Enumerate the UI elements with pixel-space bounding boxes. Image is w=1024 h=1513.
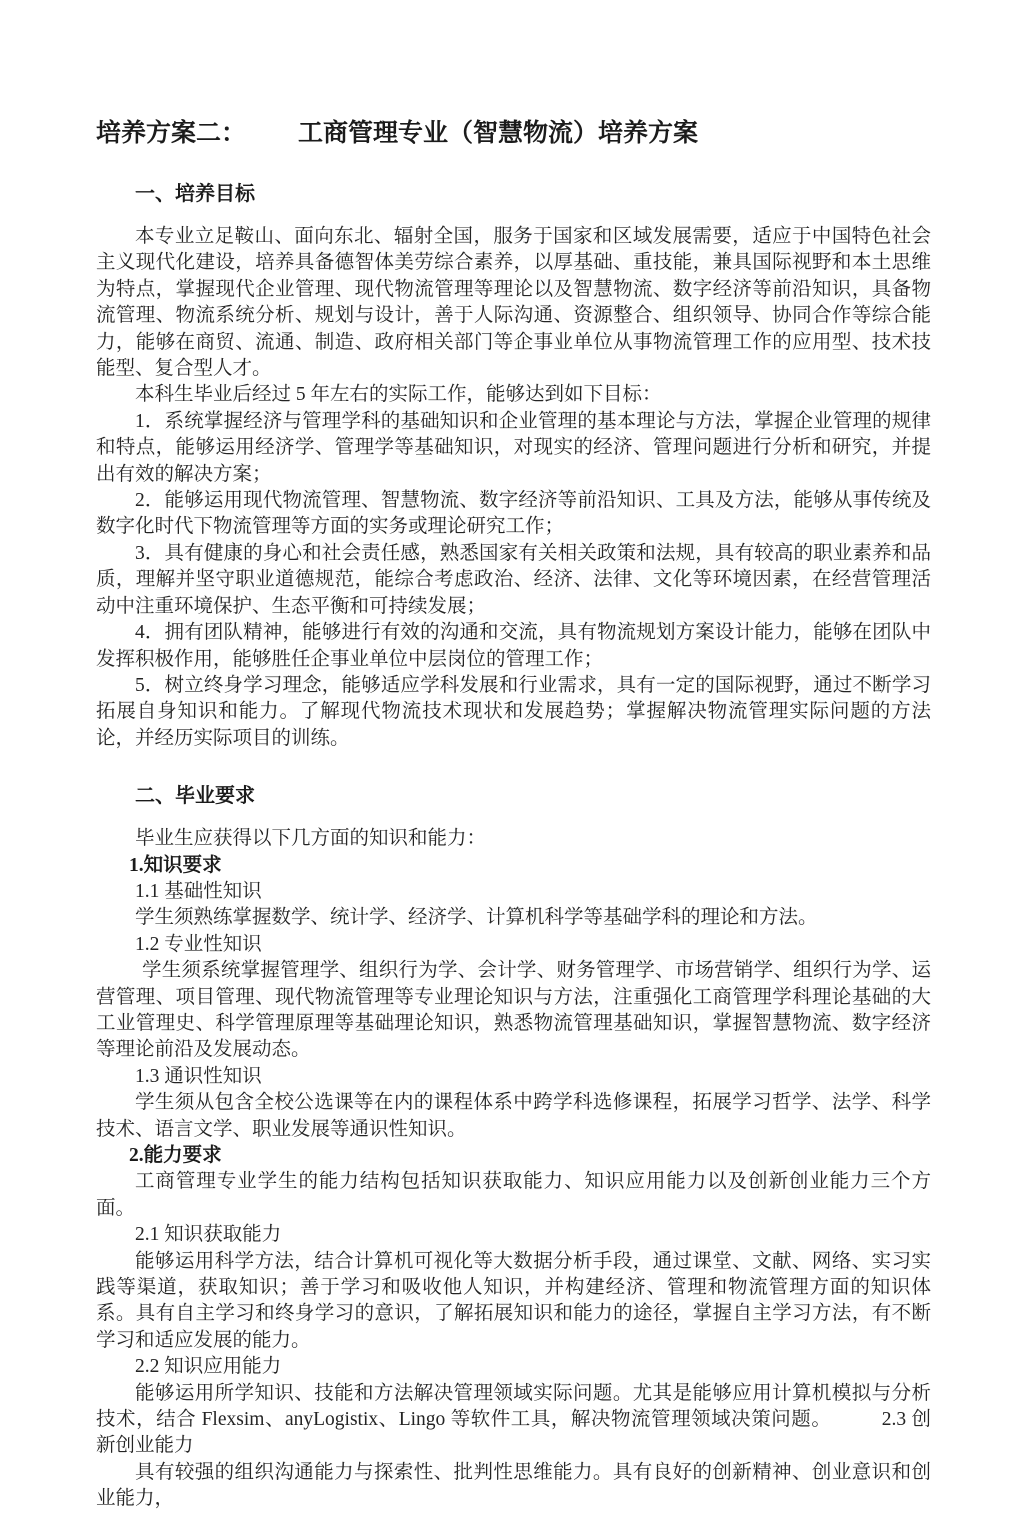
document-body [96,180,931,1513]
paragraph-innovation-ability: 具有较强的组织沟通能力与探索性、批判性思维能力。具有良好的创新精神、创业意识和创业能力， [96,1461,931,1510]
paragraph-professional-knowledge: 学生须系统掌握管理学、组织行为学、会计学、财务管理学、市场营销学、组织行为学、运营管理、项目管理、现代物流管理等专业理论知识与方法，注重强化工商管理学科理论基础的大工业管理史、科学管理原理等基础理论知识，熟悉物流管理基础知识，掌握智慧物流、数字经济等理论前沿及发展动态。 [96,960,931,1061]
paragraph-requirements-intro: 毕业生应获得以下几方面的知识和能力： [135,828,487,850]
section-heading-graduation-requirements: 二、毕业要求 [135,785,255,808]
paragraph-goal-4: 4．拥有团队精神，能够进行有效的沟通和交流，具有物流规划方案设计能力，能够在团队中发挥积极作用，能够胜任企事业单位中层岗位的管理工作； [96,622,931,670]
paragraph-heading-knowledge-acquisition: 2.1 知识获取能力 [135,1224,282,1246]
paragraph-basic-knowledge: 学生须熟练掌握数学、统计学、经济学、计算机科学等基础学科的理论和方法。 [135,907,818,929]
paragraph-goal-intro: 本科生毕业后经过 5 年左右的实际工作，能够达到如下目标： [135,384,662,406]
paragraph-knowledge-acquisition: 能够运用科学方法，结合计算机可视化等大数据分析手段，通过课堂、文献、网络、实习实践等渠道，获取知识；善于学习和吸收他人知识，并构建经济、管理和物流管理方面的知识体系。具有自主学习和终身学习的意识，了解拓展知识和能力的途径，掌握自主学习方法，有不断学习和适应发展的能力。 [96,1250,931,1351]
document-title-main: 工商管理专业（智慧物流）培养方案 [298,119,699,147]
paragraph-heading-basic-knowledge: 1.1 基础性知识 [135,880,262,902]
paragraph-goal-1: 1．系统掌握经济与管理学科的基础知识和企业管理的基本理论与方法，掌握企业管理的规律和特点，能够运用经济学、管理学等基础知识，对现实的经济、管理问题进行分析和研究，并提出有效的解决方案； [96,410,931,485]
paragraph-goal-3: 3．具有健康的身心和社会责任感，熟悉国家有关相关政策和法规，具有较高的职业素养和品质，理解并坚守职业道德规范，能综合考虑政治、经济、法律、文化等环境因素，在经营管理活动中注重环境保护、生态平衡和可持续发展； [96,542,931,617]
document-title-prefix: 培养方案二： [96,119,247,147]
paragraph-goal-5: 5．树立终身学习理念，能够适应学科发展和行业需求，具有一定的国际视野，通过不断学习拓展自身知识和能力。了解现代物流技术现状和发展趋势；掌握解决物流管理实际问题的方法论，并经历实际项目的训练。 [96,674,931,749]
paragraph-knowledge-application: 能够运用所学知识、技能和方法解决管理领域实际问题。尤其是能够应用计算机模拟与分析技术，结合 Flexsim、anyLogistix、Lingo 等软件工具，解决物流管理领域决策问题。 2.3 创新创业能力 [96,1382,931,1457]
paragraph-goal-2: 2．能够运用现代物流管理、智慧物流、数字经济等前沿知识、工具及方法，能够从事传统及数字化时代下物流管理等方面的实务或理论研究工作； [96,490,931,538]
subsection-heading-ability-requirements: 2.能力要求 [129,1145,222,1166]
paragraph-program-overview: 本专业立足鞍山、面向东北、辐射全国，服务于国家和区域发展需要，适应于中国特色社会主义现代化建设，培养具备德智体美劳综合素养，以厚基础、重技能，兼具国际视野和本土思维为特点，掌握现代企业管理、现代物流管理等理论以及智慧物流、数字经济等前沿知识，具备物流管理、物流系统分析、规划与设计，善于人际沟通、资源整合、组织领导、协同合作等综合能力，能够在商贸、流通、制造、政府相关部门等企事业单位从事物流管理工作的应用型、技术技能型、复合型人才。 [96,226,931,380]
section-heading-training-objectives: 一、培养目标 [135,183,255,205]
paragraph-heading-general-knowledge: 1.3 通识性知识 [135,1065,262,1087]
subsection-heading-knowledge-requirements: 1.知识要求 [129,854,222,876]
paragraph-heading-knowledge-application: 2.2 知识应用能力 [135,1356,282,1378]
paragraph-ability-intro: 工商管理专业学生的能力结构包括知识获取能力、知识应用能力以及创新创业能力三个方面。 [96,1171,931,1219]
paragraph-general-knowledge: 学生须从包含全校公选课等在内的课程体系中跨学科选修课程，拓展学习哲学、法学、科学技术、语言文学、职业发展等通识性知识。 [96,1092,931,1140]
document-title [96,116,931,150]
paragraph-heading-professional-knowledge: 1.2 专业性知识 [135,933,262,955]
